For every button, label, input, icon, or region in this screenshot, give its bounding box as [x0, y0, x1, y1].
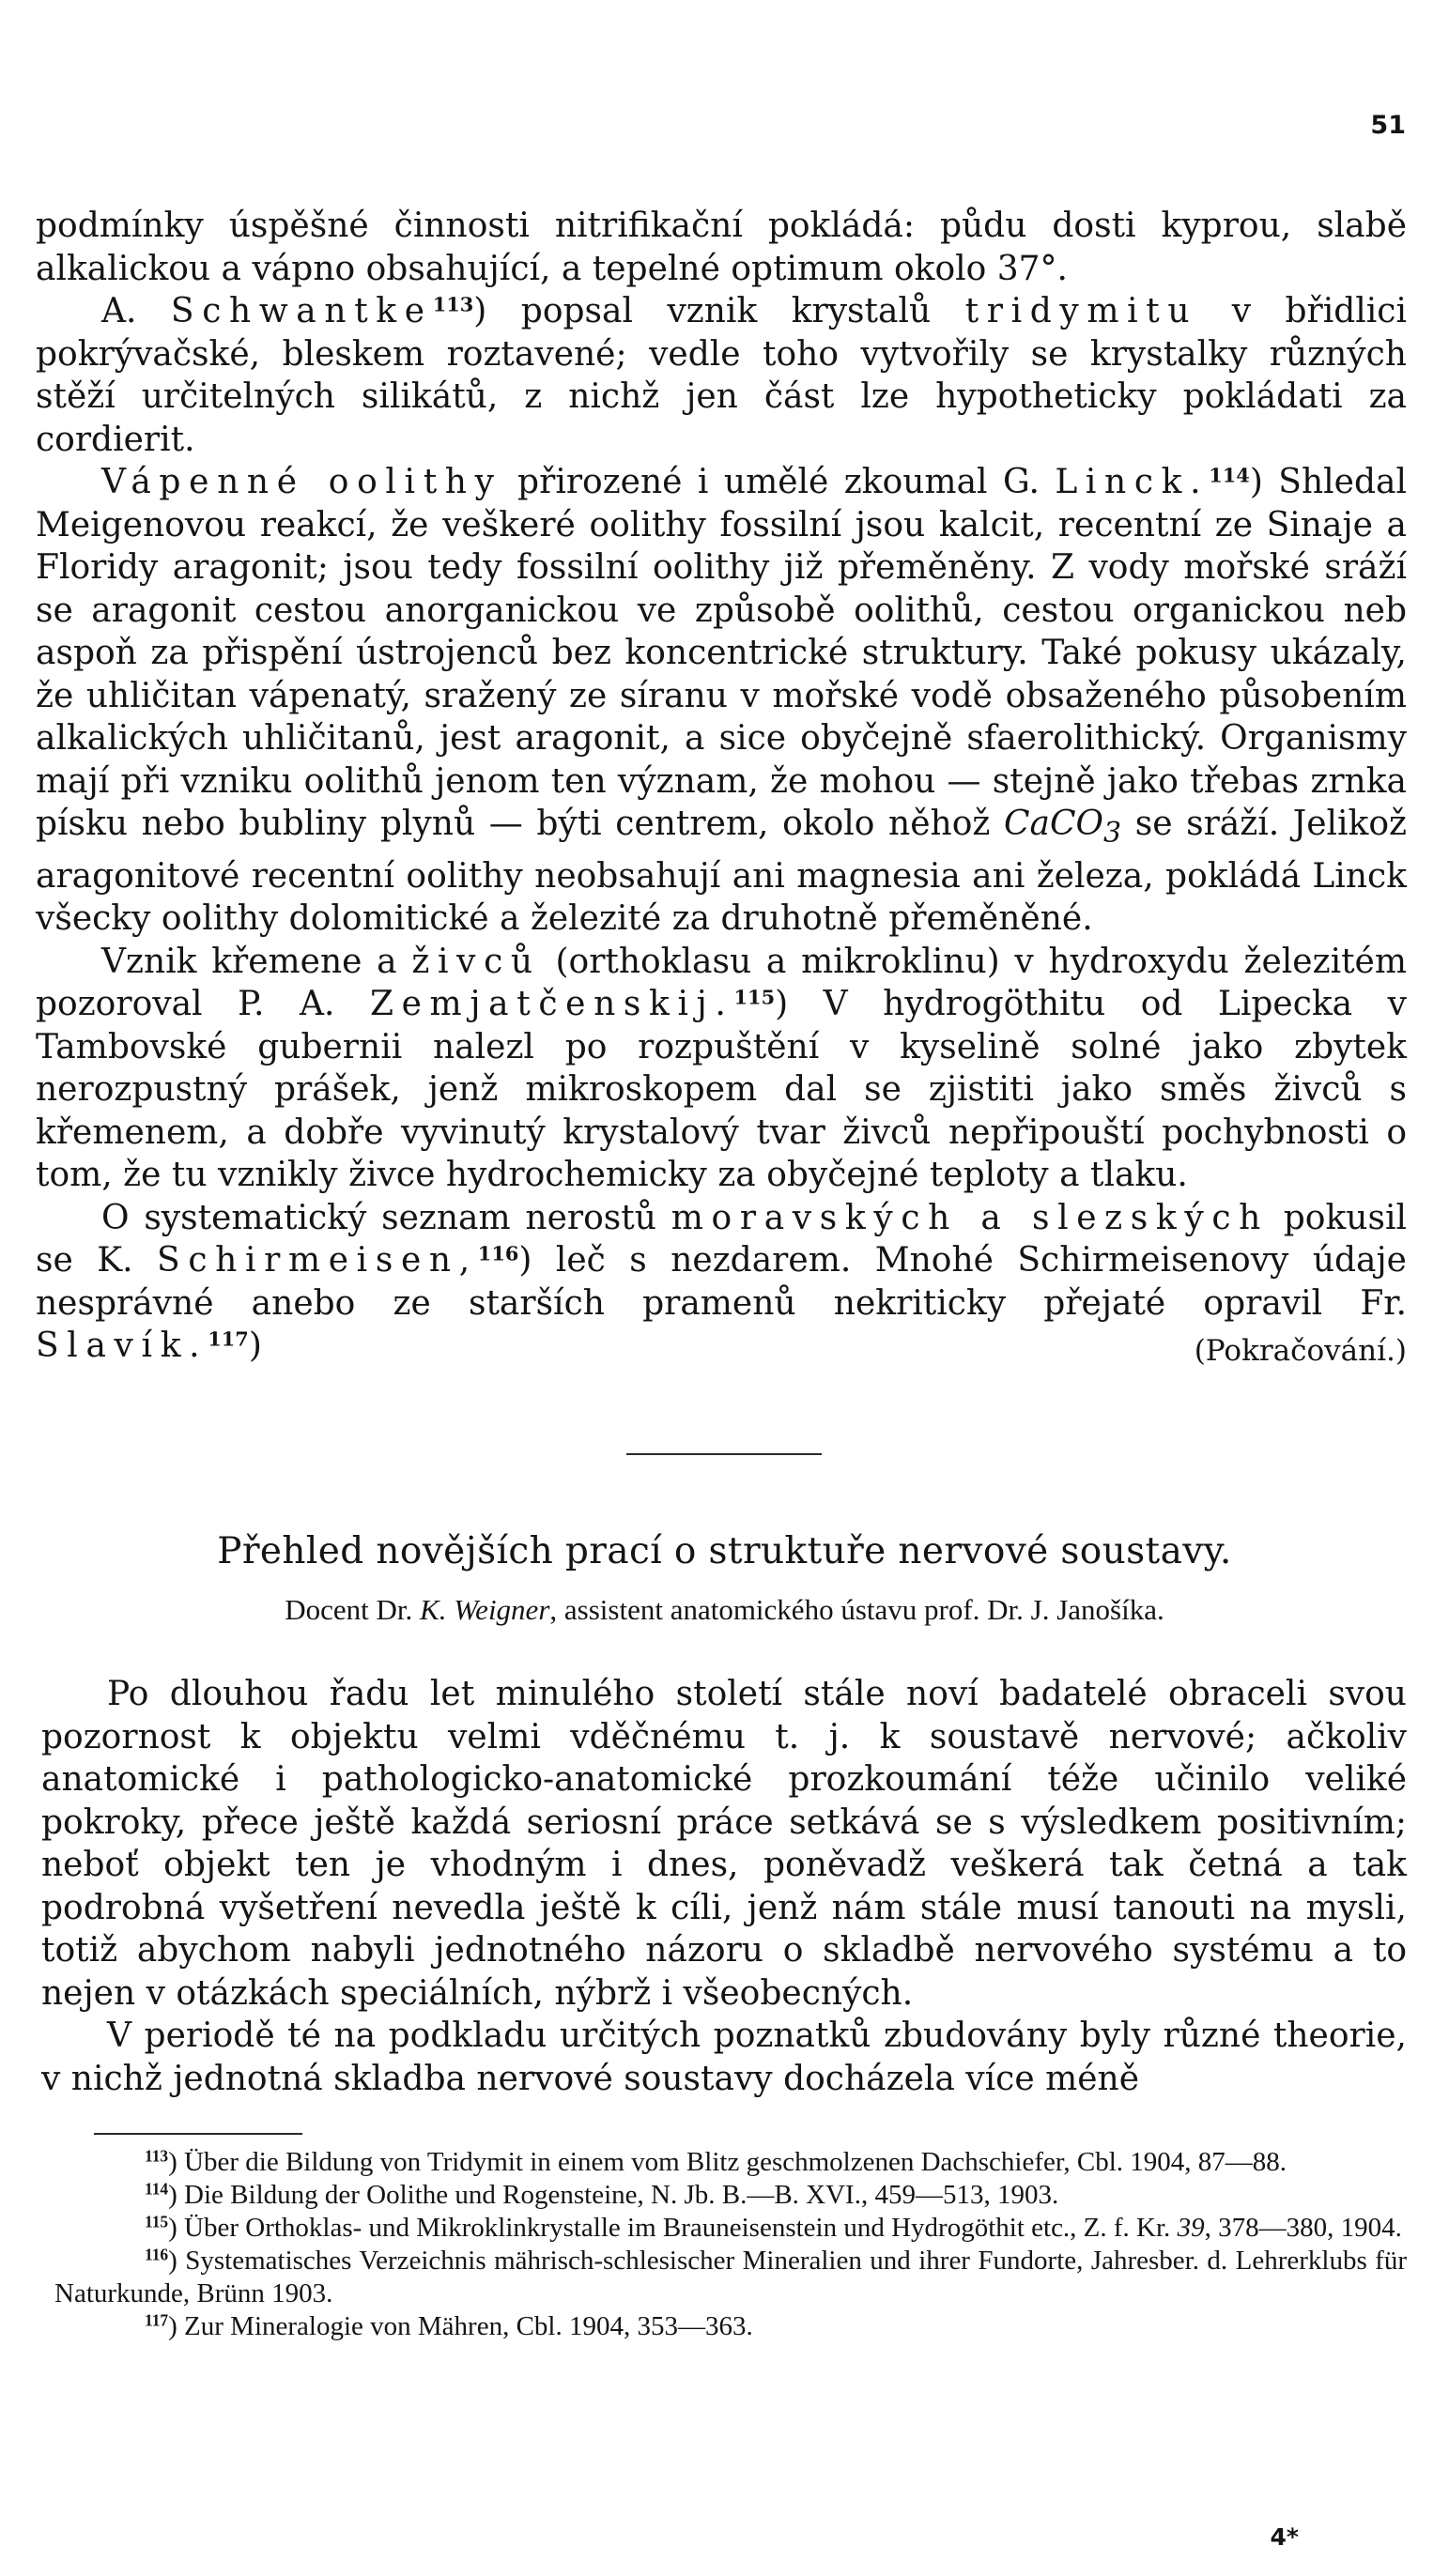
footnote-ref[interactable]: 115 — [733, 985, 776, 1009]
footnote-ref[interactable]: 116 — [477, 1241, 519, 1265]
paragraph-mineral-list: O systematický seznam nerostů moravských a slezských pokusil se K. Schirmeisen,$^{116}$) leč s nezdarem. Mnohé Schirmeisenovy údaje nesprávné anebo ze starších pramenů nekriticky přejaté opravil Fr. Slavík.$^{117}$) (Pokračování.) — [36, 1197, 1407, 1368]
article-body — [41, 1673, 1407, 2100]
footnote-item: $^{117}$) Zur Mineralogie von Mähren, Cbl. 1904, 353—363. — [145, 2310, 753, 2341]
footnote-item: $^{115}$) Über Orthoklas- und Mikroklinkrystalle im Brauneisenstein und Hydrogöthit etc., Z. f. Kr. 39, 378—380, 1904. — [145, 2212, 1402, 2243]
mineralogy-section — [36, 205, 1407, 1373]
author-name: Slavík. — [36, 1326, 208, 1366]
author-name: Zemjatčenskij. — [369, 985, 734, 1024]
article-byline: Docent Dr. K. Weigner, assistent anatomického ústavu prof. Dr. J. Janošíka. — [285, 1593, 1164, 1626]
continued-note: (Pokračování.) — [1194, 1334, 1407, 1369]
paragraph-theories: V periodě té na podkladu určitých poznatků zbudovány byly různé theorie, v nichž jednotná skladba nervové soustavy docházela více méně — [41, 2016, 1407, 2098]
paragraph-quartz-feldspar: Vznik křemene a živců (orthoklasu a mikroklinu) v hydroxydu železitém pozoroval P. A. Zemjatčenskij.$^{115}$) V hydrogöthitu od Lipecka v Tambovské gubernii nalezl po rozpuštění v kyselině solné jako zbytek nerozpustný prášek, jenž mikroskopem dal se zjistiti jako směs živců s křemenem, a dobře vyvinutý krystalový tvar živců nepřipouští pochybnosti o tom, že tu vznikly živce hydrochemicky za obyčejné teploty a tlaku. — [36, 942, 1407, 1195]
article-title: Přehled novějších prací o struktuře nervové soustavy. — [217, 1530, 1232, 1572]
footnote-item: $^{113}$) Über die Bildung von Tridymit in einem vom Blitz geschmolzenen Dachschiefer, Cbl. 1904, 87—88. — [145, 2146, 1287, 2177]
author-name: Linck. — [1055, 463, 1210, 501]
mineral-name: tridymitu — [964, 292, 1198, 330]
paragraph-tridymite: A. Schwantke$^{113}$) popsal vznik krystalů tridymitu v břidlici pokrývačské, bleskem roztavené; vedle toho vytvořily se krystalky různých stěží určitelných silikátů, z nichž jen část lze hypotheticky pokládati za cordierit. — [36, 292, 1407, 459]
paragraph-intro: Po dlouhou řadu let minulého století stále noví badatelé obraceli svou pozornost k objektu velmi vděčnému t. j. k soustavě nervové; ačkoliv anatomické i pathologicko-anatomické prozkoumání téže učinilo veliké pokroky, přece ještě každá seriosní práce setkává se s výsledkem positivním; neboť objekt ten je vhodným i dnes, poněvadž veškerá tak četná a tak podrobná vyšetření nevedla ještě k cíli, jenž nám stále musí tanouti na mysli, totiž abychom nabyli jednotného názoru o skladbě nervového systému a to nejen v otázkách speciálních, nýbrž i všeobecných. — [41, 1675, 1407, 2013]
chemical-formula: CaCO$_3$ — [1003, 805, 1122, 851]
author-name: Schwantke — [170, 292, 433, 330]
footnote-item: $^{114}$) Die Bildung der Oolithe und Rogensteine, N. Jb. B.—B. XVI., 459—513, 1903. — [145, 2179, 1059, 2210]
paragraph-oolites: Vápenné oolithy přirozené i umělé zkoumal G. Linck.$^{114}$) Shledal Meigenovou reakcí, že veškeré oolithy fossilní jsou kalcit, recentní ze Sinaje a Floridy aragonit; jsou tedy fossilní oolithy již přeměněny. Z vody mořské sráží se aragonit cestou anorganickou ve způsobě oolithů, cestou organickou neb aspoň za přispění ústrojenců bez koncentrické struktury. Také pokusy ukázaly, že uhličitan vápenatý, sražený ze síranu v mořské vodě obsaženého působením alkalických uhličitanů, jest aragonit, a sice obyčejně sfaerolithický. Organismy mají při vzniku oolithů jenom ten význam, že mohou — stejně jako třebas zrnka písku nebo bubliny plynů — býti centrem, okolo něhož CaCO$_3$ se sráží. Jelikož aragonitové recentní oolithy neobsahují ani magnesia ani železa, pokládá Linck všecky oolithy dolomitické a železité za druhotně přeměněné. — [36, 463, 1407, 939]
spaced-term: moravských a slezských — [671, 1198, 1269, 1237]
footnote-ref[interactable]: 117 — [208, 1326, 249, 1351]
footnote-rule — [94, 2133, 302, 2135]
footnote-ref[interactable]: 114 — [1209, 463, 1250, 487]
spaced-term: živců — [411, 942, 541, 981]
topic-lead: Vápenné oolithy — [101, 463, 502, 501]
author-name: Schirmeisen, — [157, 1241, 478, 1280]
footnote-ref[interactable]: 113 — [432, 292, 474, 316]
section-divider — [626, 1453, 822, 1455]
signature-mark: 4* — [1270, 2523, 1299, 2551]
footnotes — [54, 2146, 1407, 2343]
footnote-item: $^{116}$) Systematisches Verzeichnis mährisch-schlesischer Mineralien und ihrer Fundorte, Jahresber. d. Lehrerklubs für Naturkunde, Brünn 1903. — [54, 2245, 1407, 2308]
page-number: 51 — [1370, 111, 1406, 140]
author-name: K. Weigner — [420, 1593, 550, 1626]
paragraph-nitrification: podmínky úspěšné činnosti nitrifikační pokládá: půdu dosti kyprou, slabě alkalickou a vápno obsahující, a tepelné optimum okolo 37°. — [36, 207, 1407, 288]
